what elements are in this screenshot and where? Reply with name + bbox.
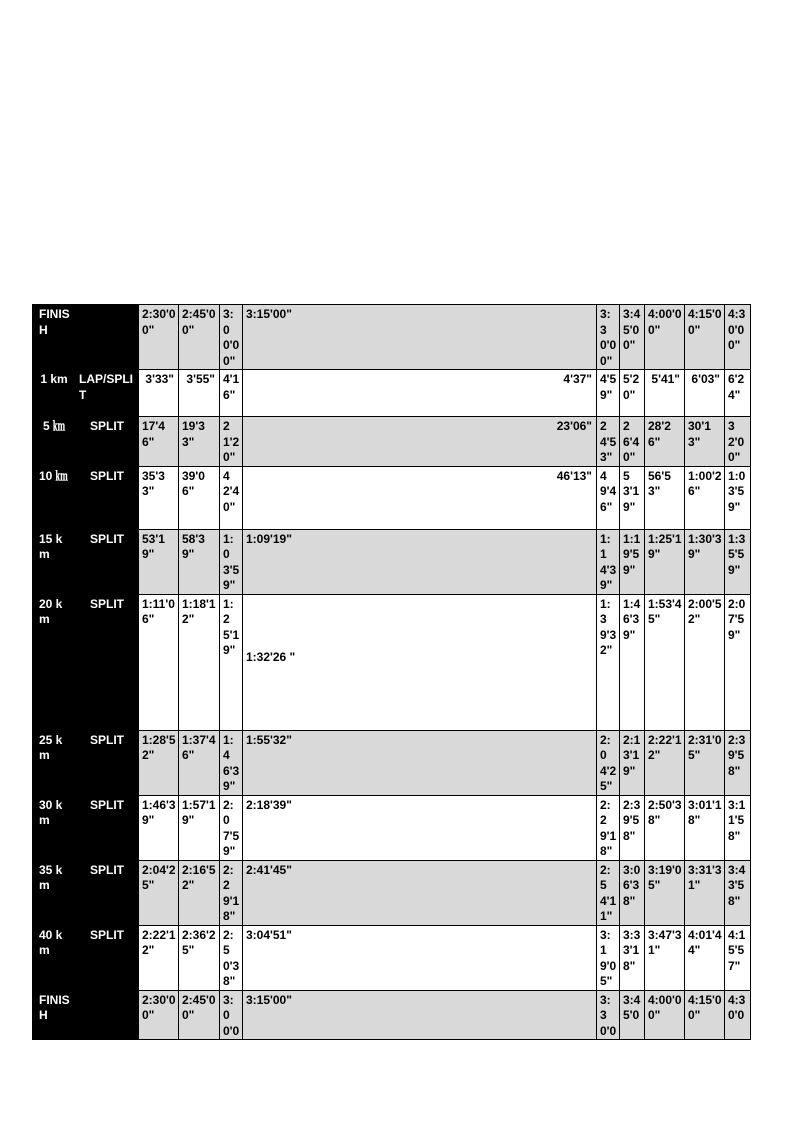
pace-cell: 1:14'39" bbox=[597, 529, 620, 594]
pace-cell: 5'20" bbox=[620, 370, 645, 417]
pace-cell: 1:28'52" bbox=[139, 730, 179, 795]
pace-cell: 1:57'19" bbox=[179, 795, 220, 860]
pace-cell: 2:29'18" bbox=[220, 860, 243, 925]
row-label: 40 km bbox=[33, 925, 76, 990]
pace-cell: 2:50'38" bbox=[220, 925, 243, 990]
pace-cell: 17'46" bbox=[139, 417, 179, 467]
row-type: SPLIT bbox=[76, 795, 139, 860]
row-type: SPLIT bbox=[76, 860, 139, 925]
pace-cell: 56'53" bbox=[645, 466, 685, 529]
pace-cell: 4'37" bbox=[243, 370, 597, 417]
pace-cell: 58'39" bbox=[179, 529, 220, 594]
row-label: 20 km bbox=[33, 594, 76, 730]
row-type: SPLIT bbox=[76, 594, 139, 730]
pace-cell: 2:22'12" bbox=[645, 730, 685, 795]
table-row bbox=[33, 594, 751, 730]
row-type: LAP/SPLIT bbox=[76, 370, 139, 417]
pace-cell: 6'24" bbox=[725, 370, 751, 417]
pace-cell: 2:07'59" bbox=[220, 795, 243, 860]
table-row bbox=[33, 529, 751, 594]
pace-cell: 2:30'00" bbox=[139, 305, 179, 370]
table-row bbox=[33, 730, 751, 795]
pace-cell: 2:50'38" bbox=[645, 795, 685, 860]
pace-cell: 2:04'25" bbox=[139, 860, 179, 925]
pace-cell: 2:04'25" bbox=[597, 730, 620, 795]
pace-cell: 21'20" bbox=[220, 417, 243, 467]
pace-cell: 4:00'00" bbox=[645, 990, 685, 1040]
table-row bbox=[33, 417, 751, 467]
row-label: 35 km bbox=[33, 860, 76, 925]
pace-cell: 4:30'0 bbox=[725, 990, 751, 1040]
table-row bbox=[33, 795, 751, 860]
pace-cell: 1:09'19" bbox=[243, 529, 597, 594]
pace-cell: 2:07'59" bbox=[725, 594, 751, 730]
pace-cell: 4:15'00" bbox=[685, 305, 725, 370]
pace-cell: 1:03'59" bbox=[725, 466, 751, 529]
pace-cell: 23'06" bbox=[243, 417, 597, 467]
pace-cell: 3:45'0 bbox=[620, 990, 645, 1040]
row-label: 25 km bbox=[33, 730, 76, 795]
pace-cell: 3'55" bbox=[179, 370, 220, 417]
pace-cell: 3:04'51" bbox=[243, 925, 597, 990]
table-row bbox=[33, 925, 751, 990]
row-type: SPLIT bbox=[76, 529, 139, 594]
pace-cell: 28'26" bbox=[645, 417, 685, 467]
row-type bbox=[76, 990, 139, 1040]
row-type: SPLIT bbox=[76, 925, 139, 990]
pace-cell: 3:15'00" bbox=[243, 305, 597, 370]
row-label: 15 km bbox=[33, 529, 76, 594]
row-type bbox=[76, 305, 139, 370]
pace-cell: 46'13" bbox=[243, 466, 597, 529]
row-label: FINISH bbox=[33, 305, 76, 370]
pace-cell: 3:15'00" bbox=[243, 990, 597, 1040]
pace-cell: 3:43'58" bbox=[725, 860, 751, 925]
pace-cell: 1:03'59" bbox=[220, 529, 243, 594]
pace-cell: 3:30'0 bbox=[597, 990, 620, 1040]
pace-chart-table bbox=[32, 304, 751, 1040]
pace-cell: 26'40" bbox=[620, 417, 645, 467]
pace-cell: 3:31'31" bbox=[685, 860, 725, 925]
pace-cell: 3:11'58" bbox=[725, 795, 751, 860]
pace-cell: 39'06" bbox=[179, 466, 220, 529]
pace-cell: 1:00'26" bbox=[685, 466, 725, 529]
pace-cell: 2:54'11" bbox=[597, 860, 620, 925]
pace-cell: 3:00'0 0" bbox=[220, 305, 243, 370]
pace-cell: 4:00'00" bbox=[645, 305, 685, 370]
pace-cell: 2:29'18" bbox=[597, 795, 620, 860]
pace-cell: 3:01'18" bbox=[685, 795, 725, 860]
pace-cell: 2:16'52" bbox=[179, 860, 220, 925]
row-label: 1 km bbox=[33, 370, 76, 417]
pace-cell: 2:13'19" bbox=[620, 730, 645, 795]
pace-cell: 2:39'58" bbox=[620, 795, 645, 860]
pace-cell: 1:25'19" bbox=[645, 529, 685, 594]
pace-cell: 2:45'00" bbox=[179, 305, 220, 370]
table-row bbox=[33, 370, 751, 417]
pace-cell: 1:25'19" bbox=[220, 594, 243, 730]
pace-cell: 32'00" bbox=[725, 417, 751, 467]
pace-cell: 53'19" bbox=[139, 529, 179, 594]
pace-cell: 6'03" bbox=[685, 370, 725, 417]
pace-cell: 4:30'0 0" bbox=[725, 305, 751, 370]
pace-cell: 2:30'00" bbox=[139, 990, 179, 1040]
pace-cell: 53'19" bbox=[620, 466, 645, 529]
row-label: 30 km bbox=[33, 795, 76, 860]
pace-cell: 3:33'18" bbox=[620, 925, 645, 990]
row-label: 10 ㎞ bbox=[33, 466, 76, 529]
pace-cell: 4:15'00" bbox=[685, 990, 725, 1040]
pace-cell: 2:18'39" bbox=[243, 795, 597, 860]
pace-cell: 35'33" bbox=[139, 466, 179, 529]
pace-cell: 5'41" bbox=[645, 370, 685, 417]
table-row bbox=[33, 860, 751, 925]
pace-cell: 1:30'39" bbox=[685, 529, 725, 594]
table-row bbox=[33, 990, 751, 1040]
pace-cell: 1:18'12" bbox=[179, 594, 220, 730]
pace-cell: 1:39'32" bbox=[597, 594, 620, 730]
pace-cell: 2:00'52" bbox=[685, 594, 725, 730]
pace-cell: 3:19'05" bbox=[597, 925, 620, 990]
pace-cell: 2:31'05" bbox=[685, 730, 725, 795]
pace-cell: 4'16" bbox=[220, 370, 243, 417]
pace-cell: 4'59" bbox=[597, 370, 620, 417]
pace-cell: 1:53'45" bbox=[645, 594, 685, 730]
pace-cell: 3:30'0 0" bbox=[597, 305, 620, 370]
pace-cell: 4:15'57" bbox=[725, 925, 751, 990]
pace-cell: 2:22'12" bbox=[139, 925, 179, 990]
pace-cell: 1:32'26 " bbox=[243, 594, 597, 730]
pace-cell: 3:45'0 0" bbox=[620, 305, 645, 370]
pace-cell: 3:19'05" bbox=[645, 860, 685, 925]
pace-cell: 1:46'39" bbox=[220, 730, 243, 795]
pace-cell: 2:41'45" bbox=[243, 860, 597, 925]
pace-cell: 4:01'44" bbox=[685, 925, 725, 990]
pace-cell: 1:46'39" bbox=[139, 795, 179, 860]
pace-cell: 3:00'0 bbox=[220, 990, 243, 1040]
row-type: SPLIT bbox=[76, 417, 139, 467]
pace-cell: 1:55'32" bbox=[243, 730, 597, 795]
pace-cell: 19'33" bbox=[179, 417, 220, 467]
pace-cell: 49'46" bbox=[597, 466, 620, 529]
row-type: SPLIT bbox=[76, 466, 139, 529]
pace-cell: 30'13" bbox=[685, 417, 725, 467]
pace-cell: 1:19'59" bbox=[620, 529, 645, 594]
pace-cell: 1:35'59" bbox=[725, 529, 751, 594]
pace-cell: 1:11'06" bbox=[139, 594, 179, 730]
pace-cell: 2:36'25" bbox=[179, 925, 220, 990]
pace-cell: 24'53" bbox=[597, 417, 620, 467]
table-row bbox=[33, 305, 751, 370]
row-label: FINISH bbox=[33, 990, 76, 1040]
pace-cell: 2:45'00" bbox=[179, 990, 220, 1040]
row-type: SPLIT bbox=[76, 730, 139, 795]
pace-cell: 3:06'38" bbox=[620, 860, 645, 925]
row-label: 5 ㎞ bbox=[33, 417, 76, 467]
pace-cell: 3:47'31" bbox=[645, 925, 685, 990]
pace-cell: 42'40" bbox=[220, 466, 243, 529]
pace-cell: 1:46'39" bbox=[620, 594, 645, 730]
pace-cell: 2:39'58" bbox=[725, 730, 751, 795]
pace-cell: 3'33" bbox=[139, 370, 179, 417]
table-row bbox=[33, 466, 751, 529]
pace-cell: 1:37'46" bbox=[179, 730, 220, 795]
